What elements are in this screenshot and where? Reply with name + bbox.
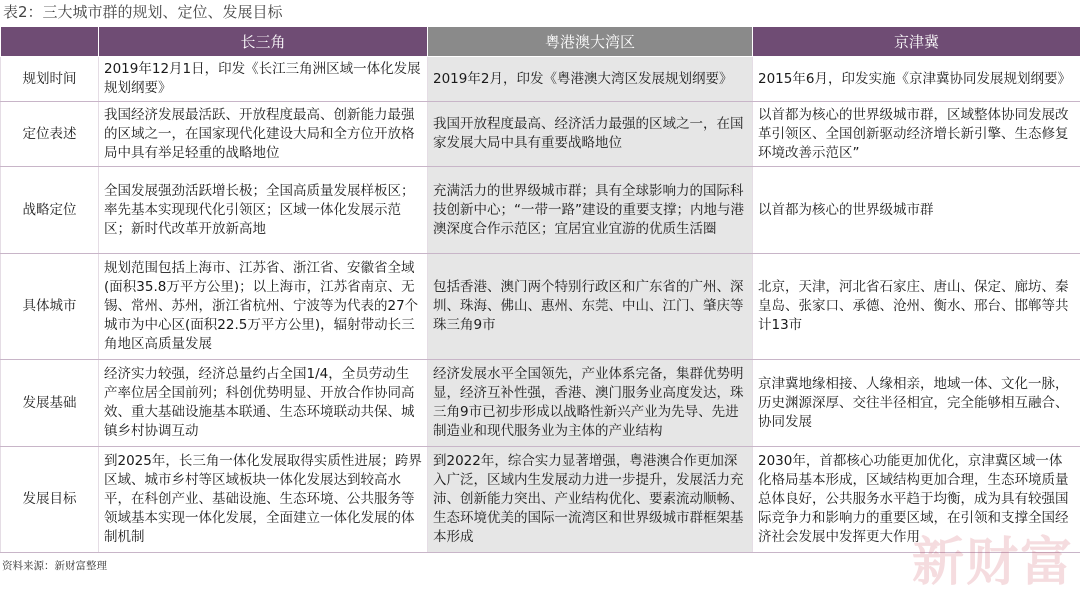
row-label: 具体城市 <box>1 254 99 360</box>
table-cell: 到2025年，长三角一体化发展取得实质性进展；跨界区域、城市乡村等区域板块一体化发展达到较高水平，在科创产业、基础设施、生态环境、公共服务等领域基本实现一体化发展，全面建立一体化发展的体制机制 <box>99 447 428 553</box>
table-cell: 以首都为核心的世界级城市群，区域整体协同发展改革引领区、全国创新驱动经济增长新引擎、生态修复环境改善示范区” <box>753 102 1080 167</box>
row-label: 发展目标 <box>1 447 99 553</box>
table-cell: 2015年6月，印发实施《京津冀协同发展规划纲要》 <box>753 57 1080 102</box>
row-label: 规划时间 <box>1 57 99 102</box>
table-row <box>1 167 1080 254</box>
table-cell: 京津冀地缘相接、人缘相亲，地域一体、文化一脉，历史渊源深厚、交往半径相宜，完全能够相互融合、协同发展 <box>753 360 1080 447</box>
table-cell: 包括香港、澳门两个特别行政区和广东省的广州、深圳、珠海、佛山、惠州、东莞、中山、江门、肇庆等珠三角9市 <box>428 254 753 360</box>
table-cell: 2019年2月，印发《粤港澳大湾区发展规划纲要》 <box>428 57 753 102</box>
table-cell: 全国发展强劲活跃增长极；全国高质量发展样板区；率先基本实现现代化引领区；区域一体化发展示范区；新时代改革开放新高地 <box>99 167 428 254</box>
table-cell: 2030年，首都核心功能更加优化，京津冀区域一体化格局基本形成，区域结构更加合理，生态环境质量总体良好，公共服务水平趋于均衡，成为具有较强国际竞争力和影响力的重要区域，在引领和支撑全国经济社会发展中发挥更大作用 <box>753 447 1080 553</box>
column-header-jjj: 京津冀 <box>753 27 1080 57</box>
row-label: 战略定位 <box>1 167 99 254</box>
watermark-logo: 新财富 <box>912 520 1074 595</box>
corner-cell <box>1 27 99 57</box>
header-row <box>1 27 1080 57</box>
table-title: 表2：三大城市群的规划、定位、发展目标 <box>3 0 283 24</box>
city-cluster-table <box>0 26 1080 553</box>
row-label: 发展基础 <box>1 360 99 447</box>
table-cell: 到2022年，综合实力显著增强，粤港澳合作更加深入广泛，区域内生发展动力进一步提升，发展活力充沛、创新能力突出、产业结构优化、要素流动顺畅、生态环境优美的国际一流湾区和世界级城市群框架基本形成 <box>428 447 753 553</box>
table-row <box>1 254 1080 360</box>
table-cell: 经济实力较强，经济总量约占全国1/4，全员劳动生产率位居全国前列；科创优势明显、开放合作协同高效、重大基础设施基本联通、生态环境联动共保、城镇乡村协调互动 <box>99 360 428 447</box>
table-cell: 以首都为核心的世界级城市群 <box>753 167 1080 254</box>
source-note: 资料来源：新财富整理 <box>2 558 107 573</box>
table-cell: 2019年12月1日，印发《长江三角洲区域一体化发展规划纲要》 <box>99 57 428 102</box>
column-header-yrd: 长三角 <box>99 27 428 57</box>
table-cell: 北京，天津，河北省石家庄、唐山、保定、廊坊、秦皇岛、张家口、承德、沧州、衡水、邢台、邯郸等共计13市 <box>753 254 1080 360</box>
table-cell: 我国开放程度最高、经济活力最强的区域之一，在国家发展大局中具有重要战略地位 <box>428 102 753 167</box>
table-cell: 我国经济发展最活跃、开放程度最高、创新能力最强的区域之一，在国家现代化建设大局和全方位开放格局中具有举足轻重的战略地位 <box>99 102 428 167</box>
table-cell: 规划范围包括上海市、江苏省、浙江省、安徽省全域(面积35.8万平方公里)；以上海市，江苏省南京、无锡、常州、苏州，浙江省杭州、宁波等为代表的27个城市为中心区(面积22.5万平方公里)，辐射带动长三角地区高质量发展 <box>99 254 428 360</box>
column-header-gba: 粤港澳大湾区 <box>428 27 753 57</box>
row-label: 定位表述 <box>1 102 99 167</box>
table-row <box>1 57 1080 102</box>
table-row <box>1 102 1080 167</box>
table-cell: 充满活力的世界级城市群；具有全球影响力的国际科技创新中心；“一带一路”建设的重要支撑；内地与港澳深度合作示范区；宜居宜业宜游的优质生活圈 <box>428 167 753 254</box>
table-row <box>1 447 1080 553</box>
table-cell: 经济发展水平全国领先，产业体系完备，集群优势明显，经济互补性强，香港、澳门服务业高度发达，珠三角9市已初步形成以战略性新兴产业为先导、先进制造业和现代服务业为主体的产业结构 <box>428 360 753 447</box>
table-row <box>1 360 1080 447</box>
